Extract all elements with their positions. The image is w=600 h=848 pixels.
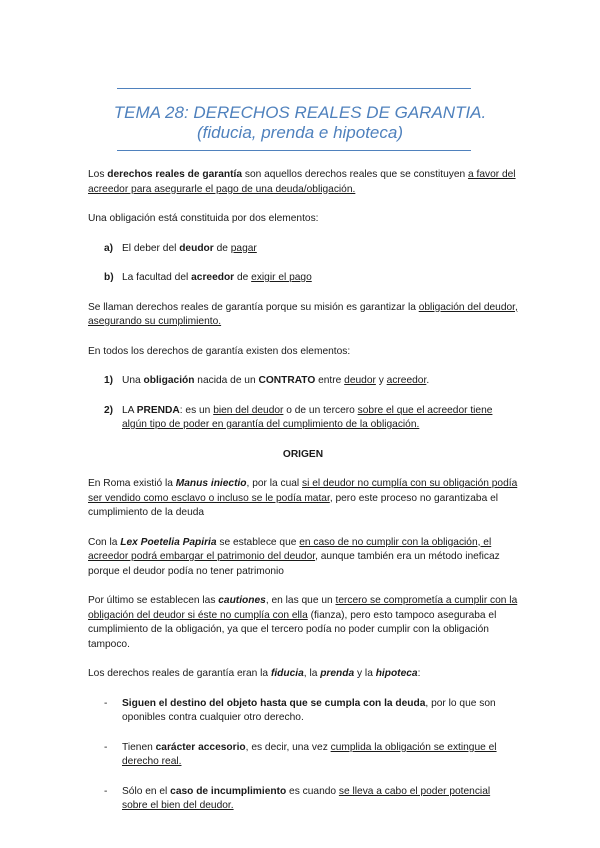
origin-paragraph-4: Los derechos reales de garantía eran la fiducia, la prenda y la hipoteca: (88, 668, 421, 679)
mission-paragraph: Se llaman derechos reales de garantía porque su misión es garantizar la obligación del deudor, asegurando su cumplimiento. (88, 301, 518, 327)
section-heading: ORIGEN (282, 448, 324, 460)
obligation-elements-intro: Una obligación está constituida por dos elementos: (88, 213, 319, 224)
list-marker: - (104, 741, 108, 753)
list-item: - Tienen carácter accesorio, es decir, una vez cumplida la obligación se extingue el derecho real. (104, 741, 497, 767)
document-body (88, 168, 518, 814)
origin-paragraph-3: Por último se establecen las cautiones, en las que un tercero se comprometía a cumplir con la obligación del deudor si éste no cumplía con ella (fianza), pero esto tampoco aseguraba el cumplimiento de la obligación, ya que el tercero podía no poder cumplir con la obligación tampoco. (88, 595, 518, 650)
title-top-rule (117, 88, 471, 89)
list-item: b) La facultad del acreedor de exigir el pago (88, 271, 518, 286)
list-marker: b) (104, 272, 114, 283)
guarantee-elements-intro: En todos los derechos de garantía existen dos elementos: (88, 345, 351, 357)
list-item: - Siguen el destino del objeto hasta que se cumpla con la deuda, por lo que son oponibles contra cualquier otro derecho. (104, 697, 496, 723)
list-item: - Sólo en el caso de incumplimiento es cuando se lleva a cabo el poder potencial sobre el bien del deudor. (104, 785, 491, 811)
list-marker: a) (104, 242, 114, 254)
list-marker: 1) (104, 375, 114, 386)
document-title: TEMA 28: DERECHOS REALES DE GARANTIA. (113, 103, 487, 122)
document-subtitle: (fiducia, prenda e hipoteca) (196, 123, 404, 142)
list-item: 2) LA PRENDA: es un bien del deudor o de un tercero sobre el que el acreedor tiene algún tipo de poder en garantía del cumplimiento de la obligación. (104, 404, 493, 430)
title-bottom-rule (117, 150, 471, 151)
list-marker: 2) (104, 404, 114, 416)
list-item: 1) Una obligación nacida de un CONTRATO entre deudor y acreedor. (88, 374, 518, 389)
list-item: a) El deber del deudor de pagar (88, 242, 518, 257)
origin-paragraph-2: Con la Lex Poetelia Papiria se establece que en caso de no cumplir con la obligación, el acreedor podrá embargar el patrimonio del deudor, aunque también era un método ineficaz porque el deudor podía no tener patrimonio (88, 536, 500, 577)
origin-paragraph-1: En Roma existió la Manus iniectio, por la cual si el deudor no cumplía con su obligación podía ser vendido como esclavo o incluso se le podía matar, pero este proceso no garantizaba el cumplimiento de la deuda (88, 478, 518, 518)
intro-paragraph: Los derechos reales de garantía son aquellos derechos reales que se constituyen a favor del acreedor para asegurarle el pago de una deuda/obligación. (88, 169, 516, 195)
list-marker: - (104, 697, 108, 709)
list-marker: - (104, 785, 108, 797)
